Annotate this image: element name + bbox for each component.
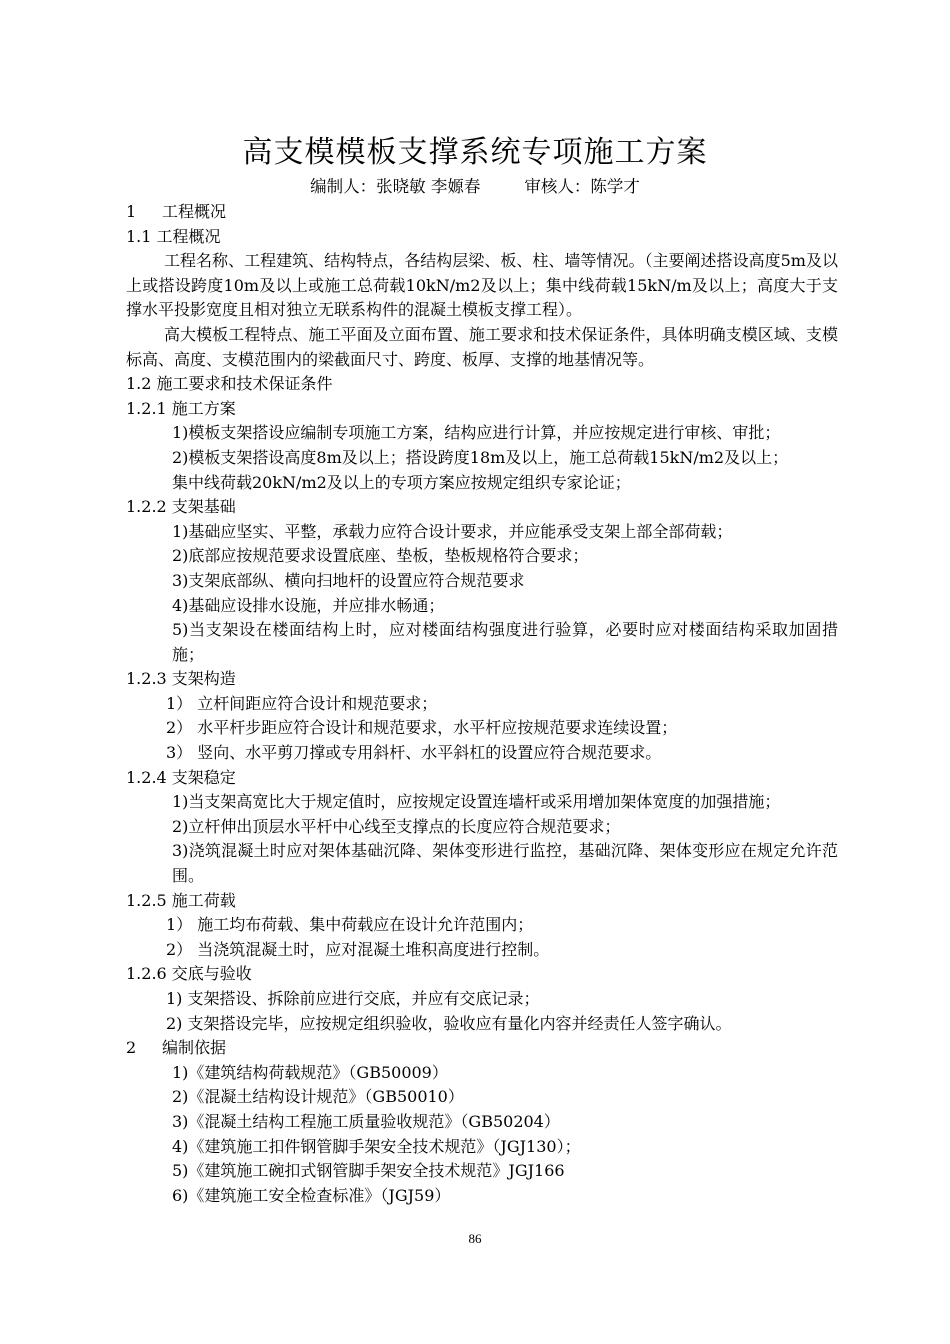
list-item: 2） 水平杆步距应符合设计和规范要求，水平杆应按规范要求连续设置；	[166, 718, 678, 738]
list-item: 4)基础应设排水设施，并应排水畅通；	[172, 595, 445, 615]
paragraph-overview-2: 高大模板工程特点、施工平面及立面布置、施工要求和技术保证条件，具体明确支模区域、支模标高、高度、支模范围内的梁截面尺寸、跨度、板厚、支撑的地基情况等。	[126, 324, 838, 369]
list-item: 2)模板支架搭设高度8m及以上；搭设跨度18m及以上，施工总荷载15kN/m2及以上；	[172, 447, 789, 467]
list-item: 3)浇筑混凝土时应对架体基础沉降、架体变形进行监控，基础沉降、架体变形应在规定允许范围。	[172, 841, 838, 886]
document-title: 高支模模板支撑系统专项施工方案	[242, 135, 708, 170]
reference-item: 5)《建筑施工碗扣式钢管脚手架安全技术规范》JGJ166	[172, 1161, 565, 1181]
list-item: 5)当支架设在楼面结构上时，应对楼面结构强度进行验算，必要时应对楼面结构采取加固措施；	[172, 620, 838, 664]
subsection-heading-1-2-5: 1.2.5 施工荷载	[126, 890, 236, 910]
list-item: 2)立杆伸出顶层水平杆中心线至支撑点的长度应符合规范要求；	[172, 816, 621, 836]
section-heading-2: 2 编制依据	[126, 1038, 227, 1058]
list-item: 3） 竖向、水平剪刀撑或专用斜杆、水平斜杠的设置应符合规范要求。	[166, 743, 662, 763]
list-item: 1)基础应坚实、平整，承载力应符合设计要求，并应能承受支架上部全部荷载；	[172, 521, 733, 541]
list-item: 2)底部应按规范要求设置底座、垫板，垫板规格符合要求；	[172, 546, 589, 566]
list-item: 2） 当浇筑混凝土时，应对混凝土堆积高度进行控制。	[166, 939, 550, 959]
subsection-heading-1-2-2: 1.2.2 支架基础	[126, 497, 236, 517]
document-body	[126, 200, 838, 1208]
subsection-heading-1-2-1: 1.2.1 施工方案	[126, 398, 236, 418]
list-item: 3)支架底部纵、横向扫地杆的设置应符合规范要求	[172, 570, 525, 590]
subsection-heading-1-2: 1.2 施工要求和技术保证条件	[126, 374, 333, 394]
list-item: 1） 施工均布荷载、集中荷载应在设计允许范围内；	[166, 915, 534, 935]
list-item: 2) 支架搭设完毕，应按规定组织验收，验收应有量化内容并经责任人签字确认。	[166, 1013, 732, 1033]
reference-item: 4)《建筑施工扣件钢管脚手架安全技术规范》（JGJ130）；	[172, 1136, 581, 1156]
editor-info: 编制人：张晓敏 李嫄春	[310, 177, 481, 196]
list-item: 1)模板支架搭设应编制专项施工方案，结构应进行计算，并应按规定进行审核、审批；	[172, 423, 781, 443]
reference-item: 2)《混凝土结构设计规范》（GB50010）	[172, 1087, 464, 1107]
reference-item: 3)《混凝土结构工程施工质量验收规范》（GB50204）	[172, 1111, 560, 1131]
list-item: 1)当支架高宽比大于规定值时，应按规定设置连墙杆或采用增加架体宽度的加强措施；	[172, 792, 781, 812]
author-line	[0, 174, 950, 200]
subsection-heading-1-2-4: 1.2.4 支架稳定	[126, 767, 236, 787]
reviewer-info: 审核人：陈学才	[524, 177, 640, 196]
list-item: 1) 支架搭设、拆除前应进行交底，并应有交底记录；	[166, 989, 540, 1008]
reference-item: 1)《建筑结构荷载规范》（GB50009）	[172, 1062, 448, 1082]
list-item: 1） 立杆间距应符合设计和规范要求；	[166, 693, 438, 713]
section-heading-1: 1 工程概况	[126, 202, 227, 221]
reference-item: 6)《建筑施工安全检查标准》（JGJ59）	[172, 1185, 451, 1205]
subsection-heading-1-1: 1.1 工程概况	[126, 226, 221, 246]
page-number: 86	[468, 1231, 482, 1246]
list-item: 集中线荷载20kN/m2及以上的专项方案应按规定组织专家论证；	[172, 472, 631, 492]
subsection-heading-1-2-6: 1.2.6 交底与验收	[126, 964, 252, 984]
subsection-heading-1-2-3: 1.2.3 支架构造	[126, 669, 236, 689]
paragraph-overview-1: 工程名称、工程建筑、结构特点，各结构层梁、板、柱、墙等情况。（主要阐述搭设高度5m及以上或搭设跨度10m及以上或施工总荷载10kN/m2及以上；集中线荷载15kN/m及以上；高度大于支撑水平投影宽度且相对独立无联系构件的混凝土模板支撑工程）。	[126, 251, 838, 320]
